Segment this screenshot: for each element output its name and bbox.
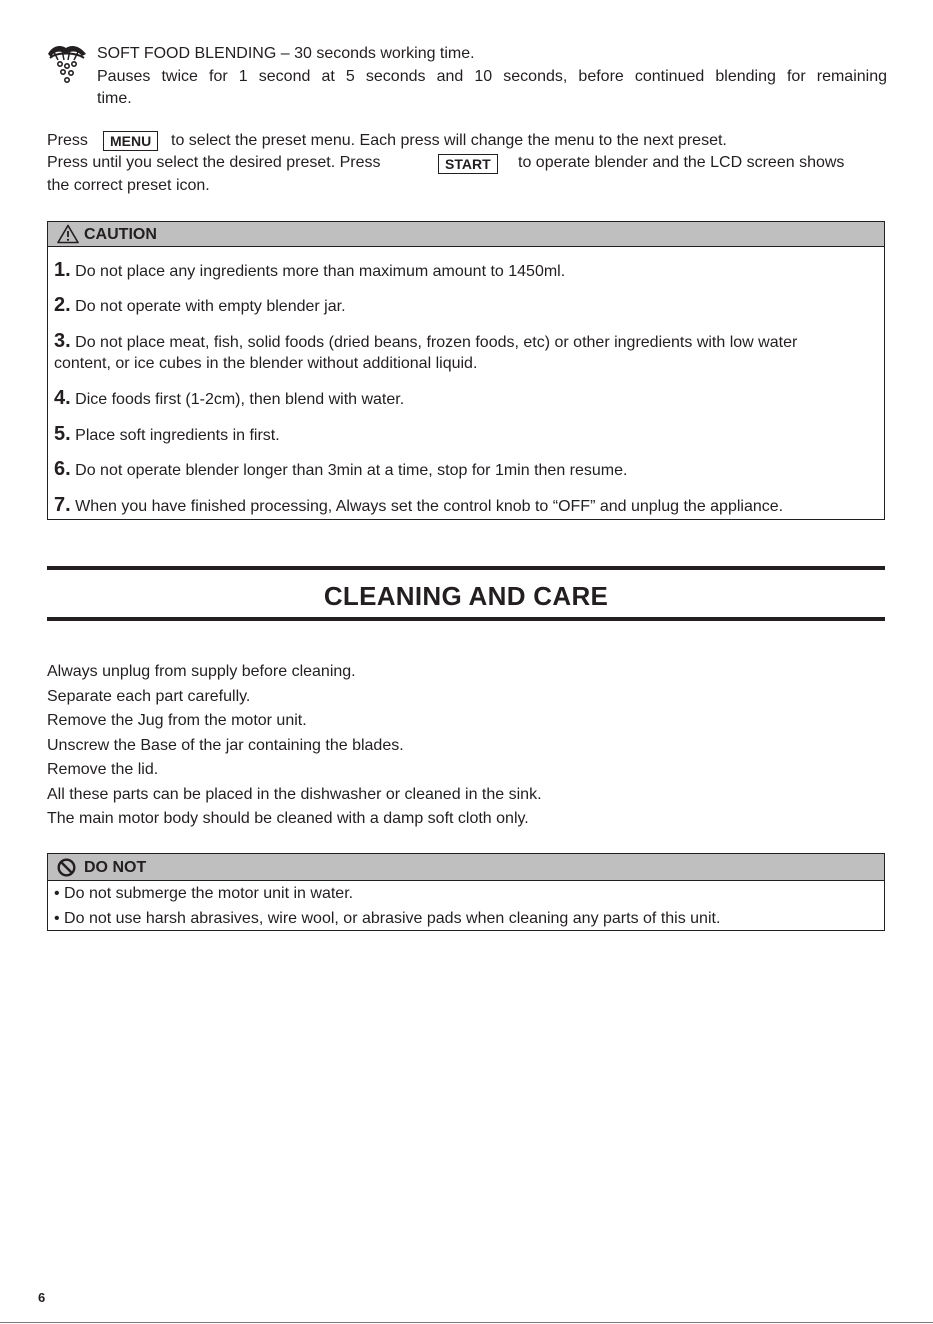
caution-item (54, 458, 878, 482)
start-key: START (438, 154, 498, 174)
page-number: 6 (38, 1290, 46, 1305)
cleaning-line: All these parts can be placed in the dishwasher or cleaned in the sink. (47, 785, 542, 803)
cleaning-line: The main motor body should be cleaned with a damp soft cloth only. (47, 810, 529, 827)
caution-item (54, 494, 878, 518)
caution-box (47, 221, 885, 520)
do-not-item: • Do not submerge the motor unit in water. (54, 885, 354, 902)
caution-item-text: When you have finished processing, Always set the control knob to “OFF” and unplug the appliance. (75, 498, 784, 515)
caution-item-text: Do not place meat, fish, solid foods (dried beans, frozen foods, etc) or other ingredients with low water (75, 334, 798, 351)
caution-item (54, 294, 878, 318)
press-text-2: to operate blender and the LCD screen shows (518, 154, 845, 171)
prohibited-icon (57, 858, 76, 886)
do-not-item: • Do not use harsh abrasives, wire wool, or abrasive pads when cleaning any parts of this unit. (54, 910, 721, 927)
caution-item-number: 3. (54, 330, 71, 352)
menu-key: MENU (103, 131, 158, 151)
caution-header (48, 222, 884, 247)
caution-item (54, 259, 878, 283)
soft-food-line-2: Pauses twice for 1 second at 5 seconds and 10 seconds, before continued blending for remaining (97, 67, 887, 85)
do-not-box (47, 853, 885, 931)
press-text-1: to select the preset menu. Each press will change the menu to the next preset. (171, 132, 727, 149)
press-text-3: the correct preset icon. (47, 177, 210, 194)
caution-item-number: 2. (54, 294, 71, 316)
caution-item (54, 330, 878, 354)
press-label-2: Press until you select the desired preset. Press (47, 154, 381, 171)
caution-item (54, 423, 878, 447)
caution-item-continuation: content, or ice cubes in the blender without additional liquid. (54, 355, 478, 372)
soft-food-line-1: SOFT FOOD BLENDING – 30 seconds working time. (97, 45, 475, 62)
section-rule-bottom (47, 617, 885, 621)
caution-item-text: Do not operate with empty blender jar. (75, 298, 346, 315)
press-label-1: Press (47, 132, 88, 149)
cleaning-line: Remove the lid. (47, 761, 159, 778)
footer-rule (0, 1322, 933, 1323)
caution-item-text: Dice foods first (1-2cm), then blend with water. (75, 391, 405, 408)
cleaning-line: Unscrew the Base of the jar containing the blades. (47, 736, 404, 754)
cleaning-line: Separate each part carefully. (47, 687, 251, 705)
caution-item-text: Place soft ingredients in first. (75, 427, 280, 444)
caution-item-text: Do not operate blender longer than 3min at a time, stop for 1min then resume. (75, 462, 628, 479)
caution-item-number: 5. (54, 423, 71, 445)
cleaning-title: CLEANING AND CARE (323, 581, 609, 611)
caution-item (54, 387, 878, 411)
caution-item-text: Do not place any ingredients more than maximum amount to 1450ml. (75, 263, 566, 280)
caution-item-number: 6. (54, 458, 71, 480)
cleaning-line: Always unplug from supply before cleaning. (47, 663, 356, 680)
soft-food-line-3: time. (97, 90, 132, 107)
caution-item-number: 4. (54, 387, 71, 409)
section-rule-top (47, 566, 885, 570)
caution-title: CAUTION (84, 226, 157, 243)
do-not-title: DO NOT (84, 859, 147, 876)
cleaning-instructions (47, 660, 885, 832)
warning-triangle-icon (57, 224, 79, 252)
caution-item-number: 1. (54, 259, 71, 281)
soft-food-icon (46, 40, 88, 84)
do-not-header (48, 854, 884, 881)
caution-item-number: 7. (54, 494, 71, 516)
cleaning-line: Remove the Jug from the motor unit. (47, 712, 307, 729)
soft-food-description (97, 43, 887, 111)
